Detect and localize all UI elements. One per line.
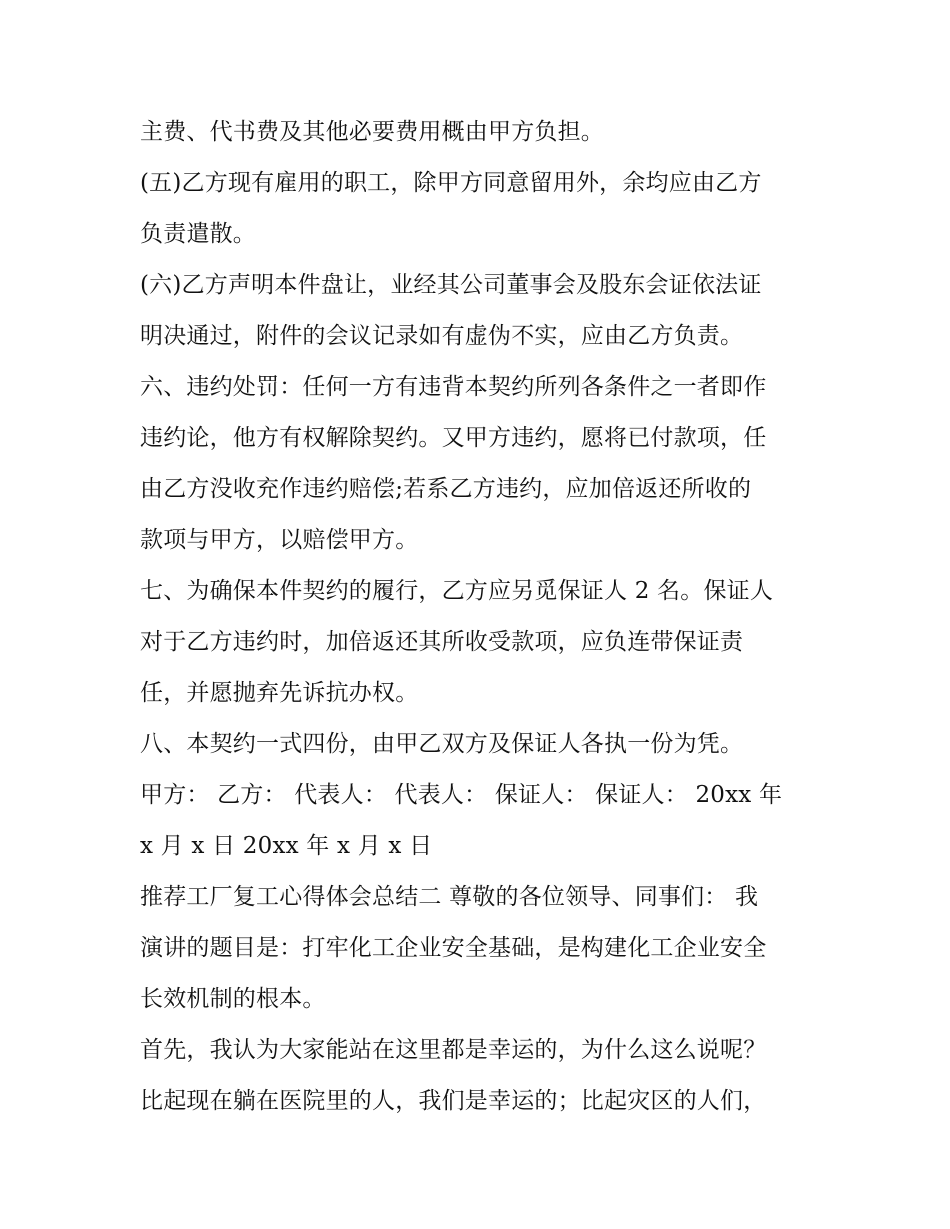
text-line: (五)乙方现有雇用的职工，除甲方同意留用外，余均应由乙方 xyxy=(140,170,762,196)
text-line: 比起现在躺在医院里的人，我们是幸运的；比起灾区的人们， xyxy=(140,1088,767,1114)
text-line: x 月 x 日 20xx 年 x 月 x 日 xyxy=(140,833,433,859)
text-line: 负责遣散。 xyxy=(140,221,256,247)
text-line: 推荐工厂复工心得体会总结二 尊敬的各位领导、同事们： 我 xyxy=(140,884,759,910)
text-line: (六)乙方声明本件盘让，业经其公司董事会及股东会证依法证 xyxy=(140,272,762,298)
text-line: 首先，我认为大家能站在这里都是幸运的，为什么这么说呢？ xyxy=(140,1037,767,1063)
text-line: 由乙方没收充作违约赔偿;若系乙方违约，应加倍返还所收的 xyxy=(140,476,752,502)
text-line: 八、本契约一式四份，由甲乙双方及保证人各执一份为凭。 xyxy=(140,731,744,757)
text-line: 甲方： 乙方： 代表人： 代表人： 保证人： 保证人： 20xx 年 xyxy=(140,782,783,808)
text-line: 款项与甲方，以赔偿甲方。 xyxy=(140,527,419,553)
text-line: 七、为确保本件契约的履行，乙方应另觅保证人 2 名。保证人 xyxy=(140,578,774,604)
text-line: 长效机制的根本。 xyxy=(140,986,326,1012)
text-line: 明决通过，附件的会议记录如有虚伪不实，应由乙方负责。 xyxy=(140,323,744,349)
text-line: 违约论，他方有权解除契约。又甲方违约，愿将已付款项，任 xyxy=(140,425,767,451)
text-line: 演讲的题目是：打牢化工企业安全基础，是构建化工企业安全 xyxy=(140,935,767,961)
text-line: 六、违约处罚：任何一方有违背本契约所列各条件之一者即作 xyxy=(140,374,767,400)
text-line: 对于乙方违约时，加倍返还其所收受款项，应负连带保证责 xyxy=(140,629,744,655)
document-body xyxy=(140,107,820,1127)
text-line: 主费、代书费及其他必要费用概由甲方负担。 xyxy=(140,119,604,145)
text-line: 任，并愿抛弃先诉抗办权。 xyxy=(140,680,419,706)
